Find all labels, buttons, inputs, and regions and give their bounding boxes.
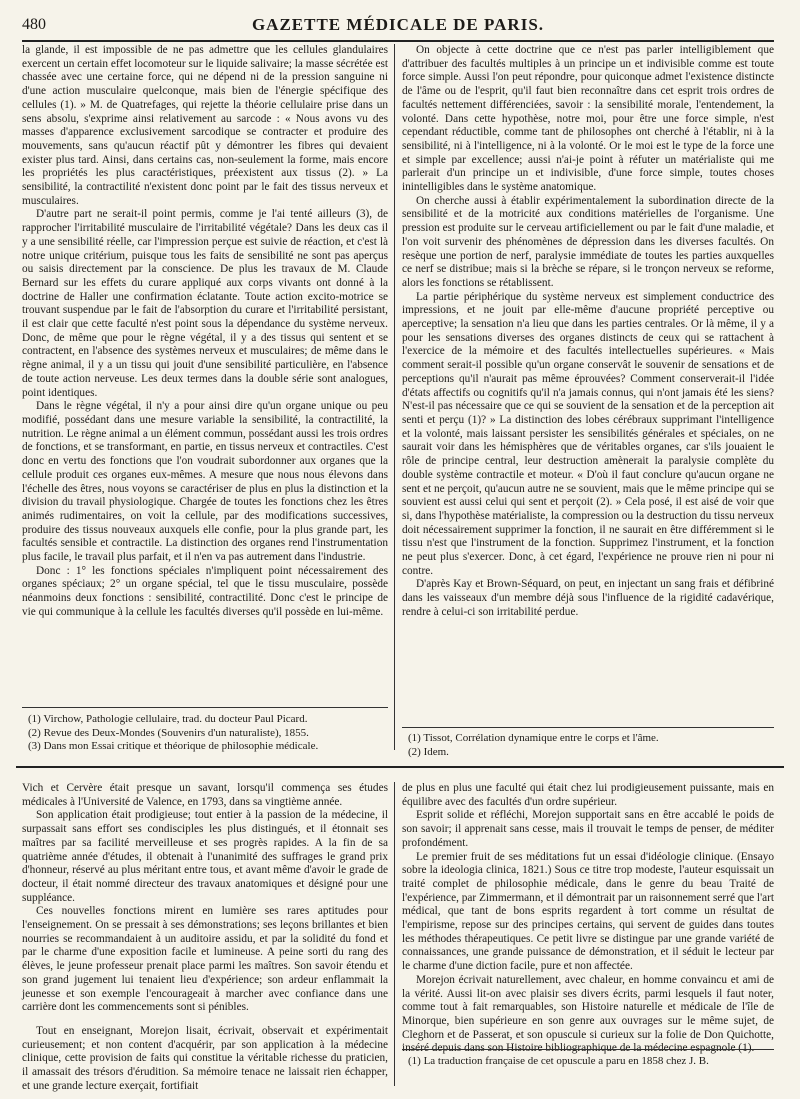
paragraph: la glande, il est impossible de ne pas admettre que les cellules glandulaires exercent un certain effet locomoteur sur le liquide salivaire; la masse sécrétée est chassée avec une certaine force, qui ne dépend ni de la pression sanguine ni d'une action musculaire quelconque, mais bien de l'énergie spécifique des cellules (1). » M. de Quatrefages, qui rejette la théorie cellulaire prise dans un sens absolu, s'exprime ainsi relativement au sarcode : « Nous avons vu des masses d'apparence exclusivement sarcodique se contracter et produire des mouvements, sans qu'aucun réactif pût y démontrer les fibres qui devaient exister plus tard. Ainsi, dans certains cas, non-seulement la forme, mais encore les propriétés les plus caractéristiques, préexistent aux tissus (2). » La sensibilité, la contractilité n'existent donc point par le fait des tissus nerveux et musculaires. <box>22 44 388 207</box>
paragraph: Vich et Cervère était presque un savant, lorsqu'il commença ses études médicales à l'Université de Valence, en 1793, dans sa vingtième année. <box>22 782 388 808</box>
paragraph: D'après Kay et Brown-Séquard, on peut, en injectant un sang frais et défibriné dans les vaisseaux d'un membre déjà sous l'influence de la rigidité cadavérique, rendre à celui-ci son irritabilité perdue. <box>402 578 774 618</box>
footnote: (3) Dans mon Essai critique et théorique de philosophie médicale. <box>28 740 319 752</box>
paragraph: Donc : 1° les fonctions spéciales n'impliquent point nécessairement des organes spéciaux; 2° un organe spécial, tel que le tissu musculaire, possède néanmoins deux fonctions : sensibilité, contractilité. Donc c'est le principe de vie qui communique à la cellule les facultés diverses qu'il possède en lui-même. <box>22 564 388 618</box>
section-divider <box>16 766 784 768</box>
footnote-rule <box>22 707 388 708</box>
paragraph: Dans le règne végétal, il n'y a pour ainsi dire qu'un organe unique ou peu modifié, possédant dans une mesure variable la sensibilité, la contractilité, la nutrition. Le règne animal a un élément commun, possédant aussi les trois ordres de fonctions, et se transformant, en partie, en tissus nerveux et contractiles. C'est donc en vertu des fonctions que l'on voudrait subordonner aux organes que la cellule produit ces organes eux-mêmes. A mesure que nous nous élevons dans l'échelle des êtres, nous voyons se caractériser de plus en plus la distinction et la division du travail physiologique. Chargée de toutes les fonctions chez les êtres animés rudimentaires, on voit la cellule, par des modifications successives, produire des tissus nouveaux auxquels elle confie, pour la plus grande part, les facultés sensible et contractile. La distinction des organes rend l'instrumentation plus facile, le travail plus parfait, et il n'en va pas autrement dans l'industrie. <box>22 400 388 564</box>
column-top-left <box>22 44 388 700</box>
paragraph: Ces nouvelles fonctions mirent en lumière ses rares aptitudes pour l'enseignement. On se pressait à ses démonstrations; ses leçons brillantes et bien nourries se recommandaient à un auditoire assidu, et par la solidité du fond et par le charme d'une exposition facile et lumineuse. A peine sorti du rang des élèves, le jeune professeur prenait place parmi les maîtres. Son savoir étendu et son grand jugement lui tenaient lieu d'expérience; son ardeur enflammait la jeunesse et son exemple l'encourageait à marcher avec confiance dans une carrière dont les commencements sont si pénibles. <box>22 905 388 1014</box>
column-divider <box>394 44 395 750</box>
footnote-rule <box>402 1049 774 1050</box>
paragraph: On objecte à cette doctrine que ce n'est pas parler intelligiblement que d'attribuer des facultés multiples à un principe un et indivisible comme est toute force simple. Aussi l'on peut répondre, pour quiconque admet l'existence distincte de l'âme ou de l'esprit, qu'il faut bien reconnaître dans cet esprit trois ordres de facultés nettement différenciées, savoir : la sensibilité morale, l'entendement, la volonté. Dans cette hypothèse, notre moi, pour être une force simple, n'est cependant réductible, comme tant de philosophes ont cherché à l'établir, ni à la sensibilité, ni à l'intelligence, ni à la volonté. Or le moi est le type de la force une et simple par excellence; aussi n'ai-je point à réfuter un matérialiste qui me parlerait d'un principe un et indivisible, d'une force simple, toutes choses inintelligibles dans le système anatomique. <box>402 44 774 194</box>
column-bottom-right <box>402 782 775 1041</box>
footnote-bottom-right <box>402 1055 774 1069</box>
page-number: 480 <box>22 16 46 33</box>
journal-title: GAZETTE MÉDICALE DE PARIS. <box>251 15 545 34</box>
paragraph: Tout en enseignant, Morejon lisait, écrivait, observait et expérimentait curieusement; et non content d'acquérir, par son application à la médecine clinique, cette provision de faits qui constitue la véritable richesse du praticien, il amassait des trésors d'érudition. Sa mémoire tenace ne laissait rien échapper, et une grande lecture exerçait, fortifiait <box>22 1024 388 1092</box>
paragraph: de plus en plus une faculté qui était chez lui prodigieusement puissante, mais en équilibre avec des facultés d'un ordre supérieur. <box>402 782 774 808</box>
paragraph: D'autre part ne serait-il point permis, comme je l'ai tenté ailleurs (3), de rapprocher l'irritabilité musculaire de l'irritabilité végétale? Dans les deux cas il y a une sensibilité réelle, car l'impression perçue est suivie de réaction, et c'est là notre unique critérium, puisque tous les faits de sensibilité ne sont pas aperçus ou saisis directement par la conscience. De plus les travaux de M. Claude Bernard sur les effets du curare appliqué aux corps vivants ont donné à la doctrine de Haller une confirmation éclatante. Toute action excito-motrice se trouvant suspendue par le fait de l'absorption du curare et l'irritabilité persistant, il est clair que cette faculté n'est point sous la dépendance du système nerveux. Donc, de même que pour le règne végétal, il y a des tissus qui sentent et se contractent, en l'absence des systèmes nerveux et musculaires; de même dans le règne animal, il y a un tissu qui jouit d'une sensibilité particulière, en l'absence de toute action nerveuse. Les deux termes dans la double série sont analogues, point identiques. <box>22 208 388 399</box>
footnote-rule <box>402 727 774 728</box>
paragraph: Morejon écrivait naturellement, avec chaleur, en homme convaincu et ami de la vérité. Aussi lit-on avec plaisir ses divers écrits, parmi lesquels il faut noter, comme tout à fait remarquables, son Histoire naturelle et médicale de l'île de Minorque, bien supérieure en son genre aux ouvrages sur le même sujet, de Cleghorn et de Passerat, et son opuscule si curieux sur la folie de Don Quichotte, <box>402 973 774 1041</box>
paragraph: Son application était prodigieuse; tout entier à la passion de la médecine, il surpassait sans effort ses condisciples les plus distingués, et il étonnait ses maîtres par sa facilité merveilleuse et ses progrès rapides. A la fin de sa quatrième année d'études, il obtenait à l'unanimité des suffrages le grand prix d'honneur, réservé au plus méritant entre tous, et avant même d'avoir le grade de docteur, il était nommé directeur des travaux anatomiques et désigné pour une suppléance. <box>22 809 388 904</box>
paragraph: Le premier fruit de ses méditations fut un essai d'idéologie clinique. (Ensayo sobre la ideologia clinica, 1821.) Sous ce titre trop modeste, l'auteur esquissait un traité complet de philosophie médicale, dans le genre du beau Traité de l'expérience, par Zimmermann, et il démontrait par un raisonnement serré que l'art médical, que tant de bons esprits regardent à tort comme un résultat de l'empirisme, repose sur des principes certains, qui servent de guides dans toutes les méthodes thérapeutiques. Ce petit livre se distingue par une grande variété de connaissances, une grande puissance de démonstration, et il séduit le lecteur par le charme d'une diction facile, pure et non affectée. <box>402 850 775 973</box>
footnote: (1) La traduction française de cet opuscule a paru en 1858 chez J. B. <box>408 1055 709 1067</box>
footnotes-top-left <box>22 713 388 754</box>
column-top-right <box>402 44 774 700</box>
footnotes-top-right <box>402 732 774 759</box>
paragraph: La partie périphérique du système nerveux est simplement conductrice des impressions, et ne jouit par elle-même d'aucune propriété perceptive ou aperceptive; la sensation n'a lieu que dans les parties centrales. Or là même, il y a pour les sensations diverses des organes distincts de ceux qui se rattachent à l'exercice de la mémoire et des facultés intellectuelles supérieures. « Mais comment serait-il possible qu'un organe conservât le souvenir de sensations et de perceptions qu'il n'aurait pas même éprouvées? Comment conserverait-il l'idée d'états affectifs ou cognitifs qu'il n'a jamais connus, qui n'ont jamais été les siens? N'est-il pas nécessaire que ce qui se souvient de la sensation et de la perception ait senti et perçu (1)? » La distinction des lobes cérébraux supprimant l'intelligence et la volonté, mais laissant persister les sensibilités générales et spéciales, on ne saurait voir dans les hémisphères que de véritables organes, car s'ils jouaient le rôle de principe central, leur destruction amènerait la paralysie complète du double système contractile et moteur. « D'où il faut conclure qu'aucun organe ne sent et ne perçoit, qu'aucun autre ne se souvient, mais que le même principe qui se souvient est aussi celui qui sent et perçoit (2). » Cela posé, il est aisé de voir que si, dans l'hypothèse matérialiste, la compression ou la destruction du tissu nerveux doit nécessairement supprimer la fonction, il ne saurait en être différemment si le tissu n'est que l'instrument de la fonction. Supprimez l'instrument, et la fonction ne peut plus s'exercer. Donc, à cet égard, l'expérience ne prouve rien ni pour ni contre. <box>402 290 774 577</box>
footnote: (1) Virchow, Pathologie cellulaire, trad. du docteur Paul Picard. <box>28 713 308 725</box>
footnote: (2) Idem. <box>408 745 449 758</box>
paragraph: Esprit solide et réfléchi, Morejon supportait sans en être accablé le poids de son savoir; il apprenait sans cesse, mais il trouvait le temps de penser, de méditer profondément. <box>402 809 774 849</box>
footnote: (1) Tissot, Corrélation dynamique entre le corps et l'âme. <box>408 732 659 744</box>
column-divider <box>394 782 395 1086</box>
paragraph: On cherche aussi à établir expérimentalement la subordination directe de la sensibilité et de la motricité aux conditions matérielles de l'organisme. Une pression est produite sur le cerveau artificiellement ou par le fait d'une maladie, et l'on voit survenir des phénomènes de dépression dans les diverses facultés. On resèque une portion de nerf, paralysie immédiate de toutes les parties auxquelles ce nerf se distribue; mais si la brèche se répare, si le tronçon nerveux se reforme, alors les fonctions se rétablissent. <box>402 194 774 289</box>
footnote: (2) Revue des Deux-Mondes (Souvenirs d'un naturaliste), 1855. <box>28 726 309 739</box>
page-header <box>22 12 774 42</box>
column-bottom-left <box>22 782 388 1092</box>
